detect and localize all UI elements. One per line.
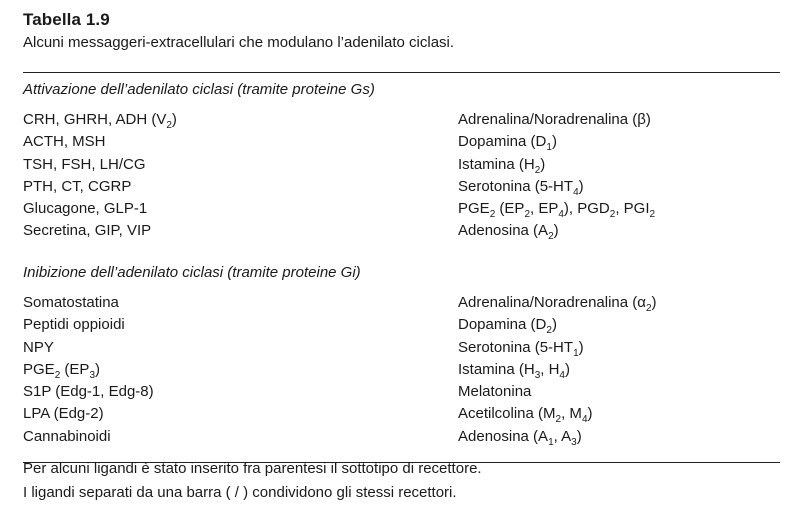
table-row <box>23 131 780 153</box>
ligand-cell-left: Secretina, GIP, VIP <box>23 222 152 240</box>
table-row <box>23 154 780 176</box>
table-title: Tabella 1.9 <box>23 10 110 29</box>
top-rule <box>23 72 780 73</box>
table-caption: Alcuni messaggeri-extracellulari che modulano l’adenilato ciclasi. <box>23 34 455 51</box>
activation-rows <box>23 109 780 243</box>
ligand-cell-right: Serotonina $(5-HT_4)$ <box>458 177 584 198</box>
table-row <box>23 337 780 359</box>
ligand-cell-left: NPY <box>23 338 54 356</box>
document-page <box>23 10 780 501</box>
table-row <box>23 198 780 220</box>
ligand-cell-left: CRH, GHRH, ADH $(V_2)$ <box>23 111 177 131</box>
ligand-cell-right: Acetilcolina ($M_2$, $M_4$) <box>458 405 593 426</box>
ligand-cell-right: Adrenalina/Noradrenalina (β) <box>458 111 651 128</box>
ligand-cell-right: Adenosina ($A_1$, $A_3$) <box>458 427 582 448</box>
table-row <box>23 292 780 314</box>
inhibition-rows <box>23 292 780 448</box>
table-row <box>23 220 780 242</box>
ligand-cell-right: Melatonina <box>458 383 532 401</box>
table-row <box>23 359 780 381</box>
ligand-cell-left: Somatostatina <box>23 294 119 311</box>
ligand-cell-left: LPA (Edg-2) <box>23 405 104 423</box>
ligand-cell-left: TSH, FSH, LH/CG <box>23 155 146 173</box>
footnote-subtype: Per alcuni ligandi è stato inserito fra parentesi il sottotipo di recettore. <box>23 460 482 477</box>
section-heading-activation: Attivazione dell’adenilato ciclasi (tramite proteine Gs) <box>23 81 375 98</box>
table-row <box>23 381 780 403</box>
ligand-cell-right: $PGE_2$ ($EP_2$, $EP_4$), $PGD_2$, $PGI_2$ <box>458 200 656 221</box>
table-row <box>23 109 780 131</box>
ligand-cell-right: Istamina $(H_2)$ <box>458 155 546 176</box>
ligand-cell-left: S1P (Edg-1, Edg-8) <box>23 383 154 401</box>
table-row <box>23 314 780 336</box>
ligand-cell-right: Serotonina $(5-HT_1)$ <box>458 338 584 359</box>
ligand-cell-left: PTH, CT, CGRP <box>23 177 132 195</box>
section-heading-inhibition: Inibizione dell’adenilato ciclasi (tramite proteine Gi) <box>23 264 361 281</box>
ligand-cell-left: Peptidi oppioidi <box>23 316 125 334</box>
ligand-cell-right: Adenosina $(A_2)$ <box>458 222 559 243</box>
table-row <box>23 403 780 425</box>
ligand-cell-left: Glucagone, GLP-1 <box>23 200 148 218</box>
table-row <box>23 426 780 448</box>
ligand-cell-right: Istamina ($H_3$, $H_4$) <box>458 360 570 381</box>
ligand-cell-right: Dopamina $(D_1)$ <box>458 133 557 154</box>
footnote-slash: I ligandi separati da una barra ( / ) condividono gli stessi recettori. <box>23 484 457 501</box>
ligand-cell-right: Dopamina $(D_2)$ <box>458 316 557 337</box>
table-row <box>23 176 780 198</box>
ligand-cell-left: ACTH, MSH <box>23 133 106 151</box>
ligand-cell-left: Cannabinoidi <box>23 427 111 445</box>
ligand-cell-left: $PGE_2$ $(EP_3)$ <box>23 360 100 381</box>
ligand-cell-right: Adrenalina/Noradrenalina $(\alpha_2)$ <box>458 294 657 314</box>
